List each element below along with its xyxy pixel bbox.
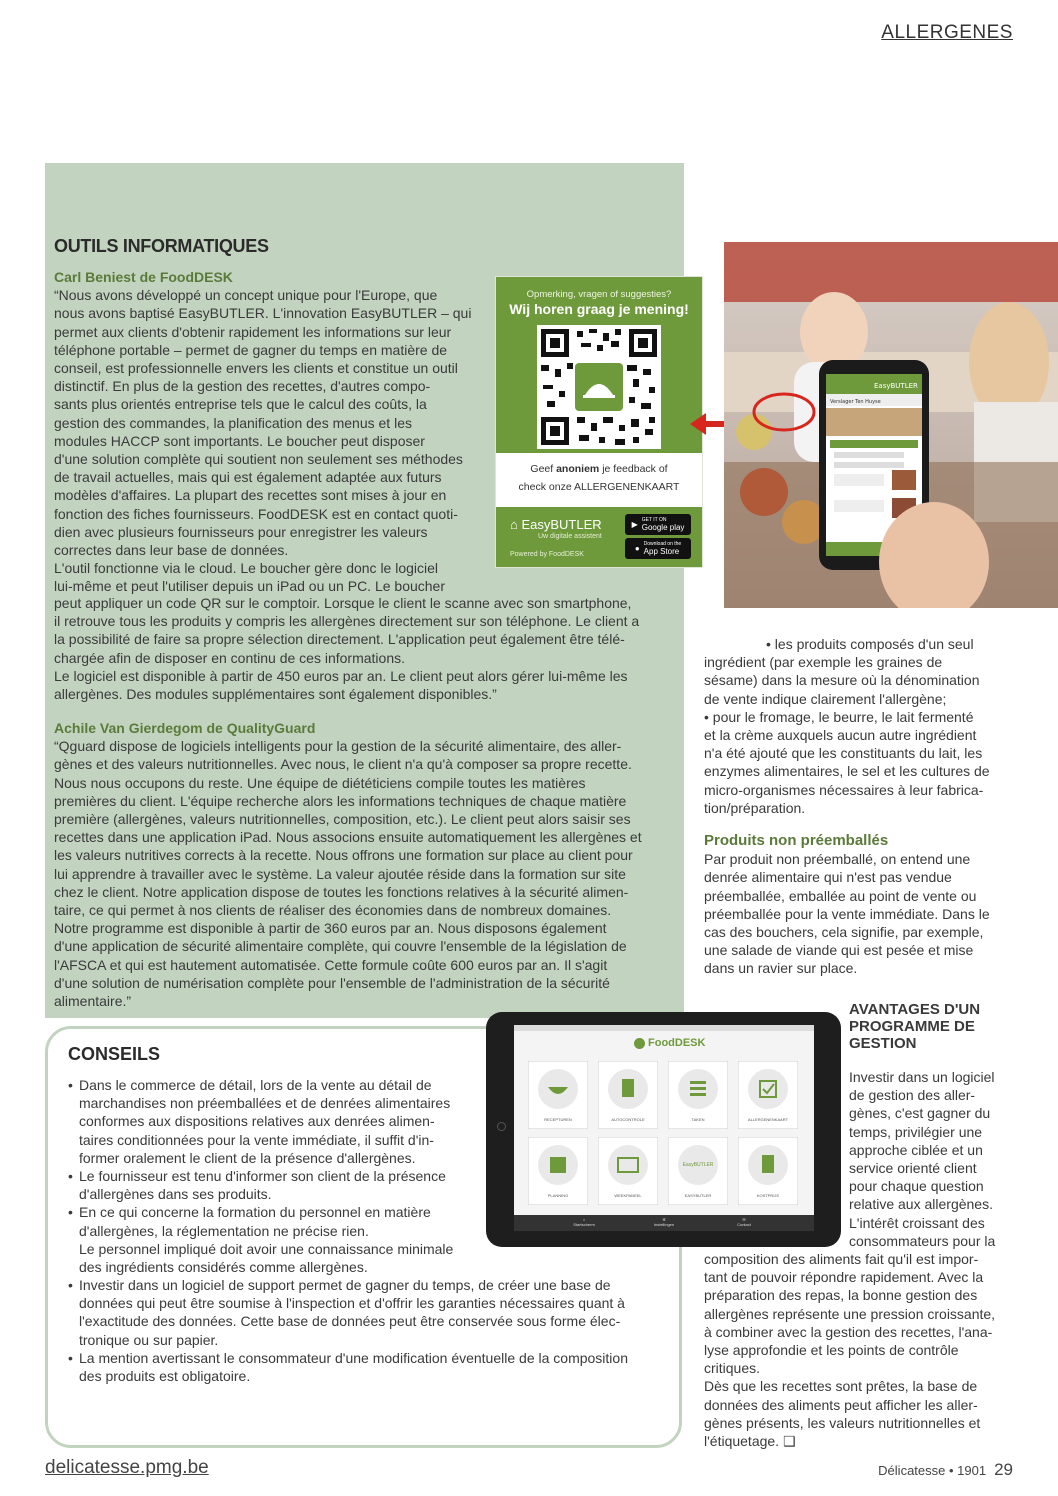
text-line: alimentaire.” [54, 993, 132, 1010]
powered-by: Powered by FoodDESK [510, 551, 584, 558]
tile-planning[interactable]: PLANNING [528, 1137, 588, 1210]
list-item: • La mention avertissant le consommateur d'une modification éventuelle de la composition des produits est obligatoire. [68, 1349, 668, 1385]
home-button-icon [497, 1122, 506, 1131]
list-item: • Le fournisseur est tenu d'informer son client de la présence d'allergènes dans ses produits. [68, 1167, 468, 1203]
qr-card-feedback-line: Geef anoniem je feedback of [530, 463, 668, 475]
text-line: relative aux allergènes. [849, 1196, 993, 1213]
text-line: distinctif. En plus de la gestion des recettes, d'autres compo- [54, 378, 431, 395]
bullet-line: micro-organismes nécessaires à leur fabrica- [704, 781, 984, 798]
text-line: approche ciblée et un [849, 1141, 983, 1158]
calculator-icon [762, 1155, 774, 1173]
non-prepacked-section [704, 832, 1013, 978]
butcher-phone-photo [724, 242, 1058, 608]
text-line: gènes, c'est gagner du [849, 1105, 991, 1122]
section-tag: ALLERGENES [881, 22, 1013, 43]
text-line: les valeurs nutritives corrects à la recette. Nous offrons une formation sur place au client pour [54, 847, 633, 864]
outils-wrapped-text [54, 268, 484, 596]
google-play-badge[interactable]: ▶ GET IT ON Google play [625, 514, 691, 535]
text-line: gènes et des valeurs nutritionnelles. Avec nous, le client n'a qu'à composer sa propre recette. [54, 756, 632, 773]
text-line: il retrouve tous les produits y compris les allergènes directement sur son téléphone. Le client a [54, 613, 640, 630]
home-icon: ⌂ [582, 1217, 586, 1222]
text-line: denrée alimentaire qui n'est pas vendue [704, 869, 952, 886]
bullet-line: • les produits composés d'un seul [766, 636, 974, 652]
tab-instellingen[interactable]: ✲ Instellingen [634, 1217, 694, 1227]
easybutler-logo: ⌂ EasyBUTLER [510, 517, 602, 532]
text-line: gestion des commandes, la planification des menus et les [54, 414, 412, 431]
conseils-list-bottom [68, 1276, 668, 1385]
text-line: l'AFSCA et qui est hautement automatisée. Cette formule coûte 600 euros par an. Il s'agit [54, 956, 608, 973]
text-line: fonction des fiches fournisseurs. FoodDESK est en contact quoti- [54, 505, 458, 522]
mail-icon: ✉ [742, 1217, 746, 1222]
phone-shop-name: Verslager Ten Huyse [830, 399, 881, 405]
list-item: • Dans le commerce de détail, lors de la vente au détail de marchandises non préemballées et de denrées alimentaires conformes aux dispositions relatives aux denrées alimen- taires conditionnées pour la vente immédiate, il suffit d'in- former oralement le client de la présence d'allergènes. [68, 1076, 468, 1167]
text-line: permet aux clients d'obtenir rapidement les informations sur leur [54, 323, 452, 340]
text-line: première (allergènes, valeurs nutritionnelles, composition, etc.). Le client peut alors saisir ses [54, 811, 631, 828]
tile-easybutler[interactable]: EasyBUTLER EASYBUTLER [668, 1137, 728, 1210]
footer-issue: Délicatesse • 1901 29 [878, 1460, 1013, 1479]
bullet-line: enzymes alimentaires, le sel et les cultures de [704, 763, 990, 780]
text-line: peut appliquer un code QR sur le comptoir. Lorsque le client le scanne avec son smartphone, [54, 595, 632, 611]
qr-card-white-band [496, 453, 702, 507]
list-item: • En ce qui concerne la formation du personnel en matière d'allergènes, la réglementation ne précise rien. Le personnel impliqué doit avoir une connaissance minimale des ingrédients considérés comme allergènes. [68, 1203, 468, 1276]
text-line: gènes présents, les valeurs nutritionnelles et [704, 1414, 981, 1431]
text-line: premières du client. L'équipe recherche alors les informations techniques de chaque matière [54, 792, 627, 809]
text-line: dien avec plusieurs fournisseurs pour enregistrer les valeurs [54, 523, 428, 540]
fooddesk-logo: FoodDESK [634, 1037, 705, 1049]
qr-code[interactable] [537, 325, 661, 449]
text-line: modèles d'affaires. La plupart des recettes sont mises à jour en [54, 487, 447, 504]
text-line: données des aliments peut afficher les aller- [704, 1396, 978, 1413]
text-line: Par produit non préemballé, on entend une [704, 851, 971, 868]
section-heading-avantages: AVANTAGES D'UN PROGRAMME DE GESTION [849, 1001, 981, 1052]
apple-icon: ● [634, 544, 640, 553]
qr-card-title: Wij horen graag je mening! [509, 301, 689, 317]
bullet-line: tion/préparation. [704, 799, 806, 816]
text-line: l'étiquetage. ❑ [704, 1433, 796, 1450]
author-fooddesk: Carl Beniest de FoodDESK [54, 269, 233, 285]
text-line: allergènes représente une pression croissante, [704, 1305, 996, 1322]
app-store-badge[interactable]: ● Download on the App Store [625, 538, 691, 559]
text-line: service orienté client [849, 1160, 977, 1177]
bullet-line: sésame) dans la mesure où la dénomination [704, 672, 980, 689]
text-line: lyse approfondie et les points de contrôle [704, 1342, 959, 1359]
tablet-fooddesk [486, 1012, 841, 1247]
calendar-icon [550, 1157, 566, 1173]
text-line: de gestion des aller- [849, 1087, 976, 1104]
footer-url[interactable]: delicatesse.pmg.be [45, 1457, 209, 1478]
qr-card-question: Opmerking, vragen of suggesties? [526, 289, 672, 300]
text-line: Notre programme est disponible à partir de 360 euros par an. Nous disposons également [54, 920, 607, 937]
tile-recepturen[interactable]: RECEPTUREN [528, 1061, 588, 1134]
text-line: Dès que les recettes sont prêtes, la base de [704, 1378, 978, 1395]
text-line: de travail actuelles, mais qui est également adaptée aux futurs [54, 469, 442, 486]
author-qualityguard: Achile Van Gierdegom de QualityGuard [54, 720, 316, 736]
text-line: allergènes. Des modules supplémentaires sont également disponibles.” [54, 686, 497, 703]
text-line: téléphone portable – permet de gagner du temps en matière de [54, 341, 448, 358]
text-line: “Nous avons développé un concept unique pour l'Europe, que [54, 287, 438, 304]
tab-contact[interactable]: ✉ Contact [714, 1217, 774, 1227]
tab-startscherm[interactable]: ⌂ Startscherm [554, 1217, 614, 1227]
clipboard-icon [622, 1079, 634, 1097]
tile-taken[interactable]: TAKEN [668, 1061, 728, 1134]
bullet-line: de vente indique clairement l'allergène; [704, 690, 947, 707]
avantages-wide-text [704, 1250, 1013, 1450]
avantages-narrow-text [849, 1068, 1013, 1250]
text-line: recettes dans une application iPad. Nous associons ensuite automatiquement les allergènes et [54, 829, 642, 846]
text-line: lui-même et peut l'utiliser depuis un iPad ou un PC. Le boucher [54, 578, 446, 595]
play-icon: ▶ [631, 520, 638, 529]
section-heading-outils: OUTILS INFORMATIQUES [54, 236, 269, 256]
text-line: à combiner avec la gestion des recettes, l'ana- [704, 1323, 993, 1340]
text-line: “Qguard dispose de logiciels intelligents pour la gestion de la sécurité alimentaire, des aller- [54, 738, 622, 755]
tablet-screen [514, 1025, 814, 1231]
text-line: chargée afin de disposer en continu de ces informations. [54, 649, 405, 666]
section-heading-conseils: CONSEILS [68, 1044, 161, 1064]
tablet-tab-bar [514, 1215, 814, 1231]
text-line: modules HACCP sont importants. Le boucher peut disposer [54, 432, 425, 449]
outils-full-text [54, 594, 674, 703]
text-line: conseil, est professionnelle envers les clients et constitue un outil [54, 360, 458, 377]
list-item: • Investir dans un logiciel de support permet de gagner du temps, de créer une base de données qui peut être soumise à l'inspection et d'offrir les garanties nécessaires quant à l'exactitude des données. Cette base de données peut être conservée sous forme élec- tronique ou sur papier. [68, 1276, 668, 1349]
text-line: cas des bouchers, cela signifie, par exemple, [704, 924, 984, 941]
text-line: préparation des repas, la bonne gestion des [704, 1287, 978, 1304]
bullet-line: n'a été ajouté que les constituants du lait, les [704, 745, 983, 762]
text-line: sants plus orientés entreprise tels que le calcul des coûts, la [54, 396, 427, 413]
text-line: d'une application de sécurité alimentaire complète, qui couvre l'ensemble de la législation de [54, 938, 627, 955]
subheading-non-prepacked: Produits non préemballés [704, 832, 889, 849]
fd-logo-icon [634, 1038, 645, 1049]
text-line: pour chaque question [849, 1178, 984, 1195]
text-line: Le logiciel est disponible à partir de 450 euros par an. Le client peut alors gérer lui-même les [54, 667, 628, 684]
text-line: temps, privilégier une [849, 1123, 983, 1140]
page-number: 29 [994, 1460, 1013, 1479]
bullet-line: • pour le fromage, le beurre, le lait fermenté [704, 708, 974, 725]
qr-feedback-card [495, 276, 703, 568]
bullet-line: ingrédient (par exemple les graines de [704, 654, 943, 671]
allergen-exceptions-text [704, 635, 1013, 817]
text-line: composition des aliments fait qu'il est impor- [704, 1251, 979, 1267]
text-line: Nous nous occupons du reste. Une équipe de diététiciens compile toutes les matières [54, 774, 586, 791]
tile-kostprijs[interactable]: KOSTPRIJS [738, 1137, 798, 1210]
text-line: L'outil fonctionne via le cloud. Le boucher gère donc le logiciel [54, 560, 439, 577]
conseils-list-top [68, 1076, 468, 1276]
text-line: critiques. [704, 1360, 761, 1377]
text-line: taire, ce qui permet à nos clients de réaliser des économies dans de nombreux domaines. [54, 902, 612, 919]
qr-card-allergen-line: check onze ALLERGENENKAART [518, 481, 680, 493]
qualityguard-text [54, 719, 676, 1010]
text-line: nous avons baptisé EasyBUTLER. L'innovation EasyBUTLER – qui [54, 305, 472, 322]
text-line: consommateurs pour la [849, 1232, 996, 1249]
gear-icon: ✲ [662, 1217, 666, 1222]
text-line: dans un ravier sur place. [704, 960, 858, 977]
text-line: d'une solution de numérisation complète pour l'ensemble de l'administration de la sécurité [54, 974, 610, 991]
text-line: correctes dans leur base de données. [54, 542, 289, 559]
tile-weekpaneel[interactable]: WEEKPANEEL [598, 1137, 658, 1210]
text-line: d'une solution complète qui soutient non seulement ses méthodes [54, 451, 463, 468]
text-line: la possibilité de faire sa propre sélection directement. L'application peut également être télé- [54, 631, 625, 648]
list-icon [690, 1093, 706, 1096]
easybutler-tagline: Uw digitale assistent [538, 533, 602, 540]
text-line: chez le client. Notre application dispose de toutes les fonctions relatives à la sécurité alimen- [54, 883, 629, 900]
text-line: tant de pouvoir répondre rapidement. Avec la [704, 1269, 984, 1286]
tile-allergenenkaart[interactable]: ALLERGENENKAART [738, 1061, 798, 1134]
text-line: Investir dans un logiciel [849, 1069, 995, 1085]
text-line: préemballée pour la vente immédiate. Dans le [704, 905, 990, 922]
phone-app-name: EasyBUTLER [874, 382, 918, 390]
text-line: lui apprendre à travailler avec le système. La valeur ajoutée réside dans la formation sur site [54, 865, 626, 882]
text-line: une salade de viande qui est pesée et mise [704, 942, 974, 959]
cloche-icon: ⌂ [510, 517, 522, 532]
text-line: préemballée, emballée au point de vente ou [704, 887, 977, 904]
tile-autocontrole[interactable]: AUTOCONTROLE [598, 1061, 658, 1134]
text-line: L'intérêt croissant des [849, 1214, 985, 1231]
bullet-line: et la crème auxquels aucun autre ingrédient [704, 727, 977, 744]
